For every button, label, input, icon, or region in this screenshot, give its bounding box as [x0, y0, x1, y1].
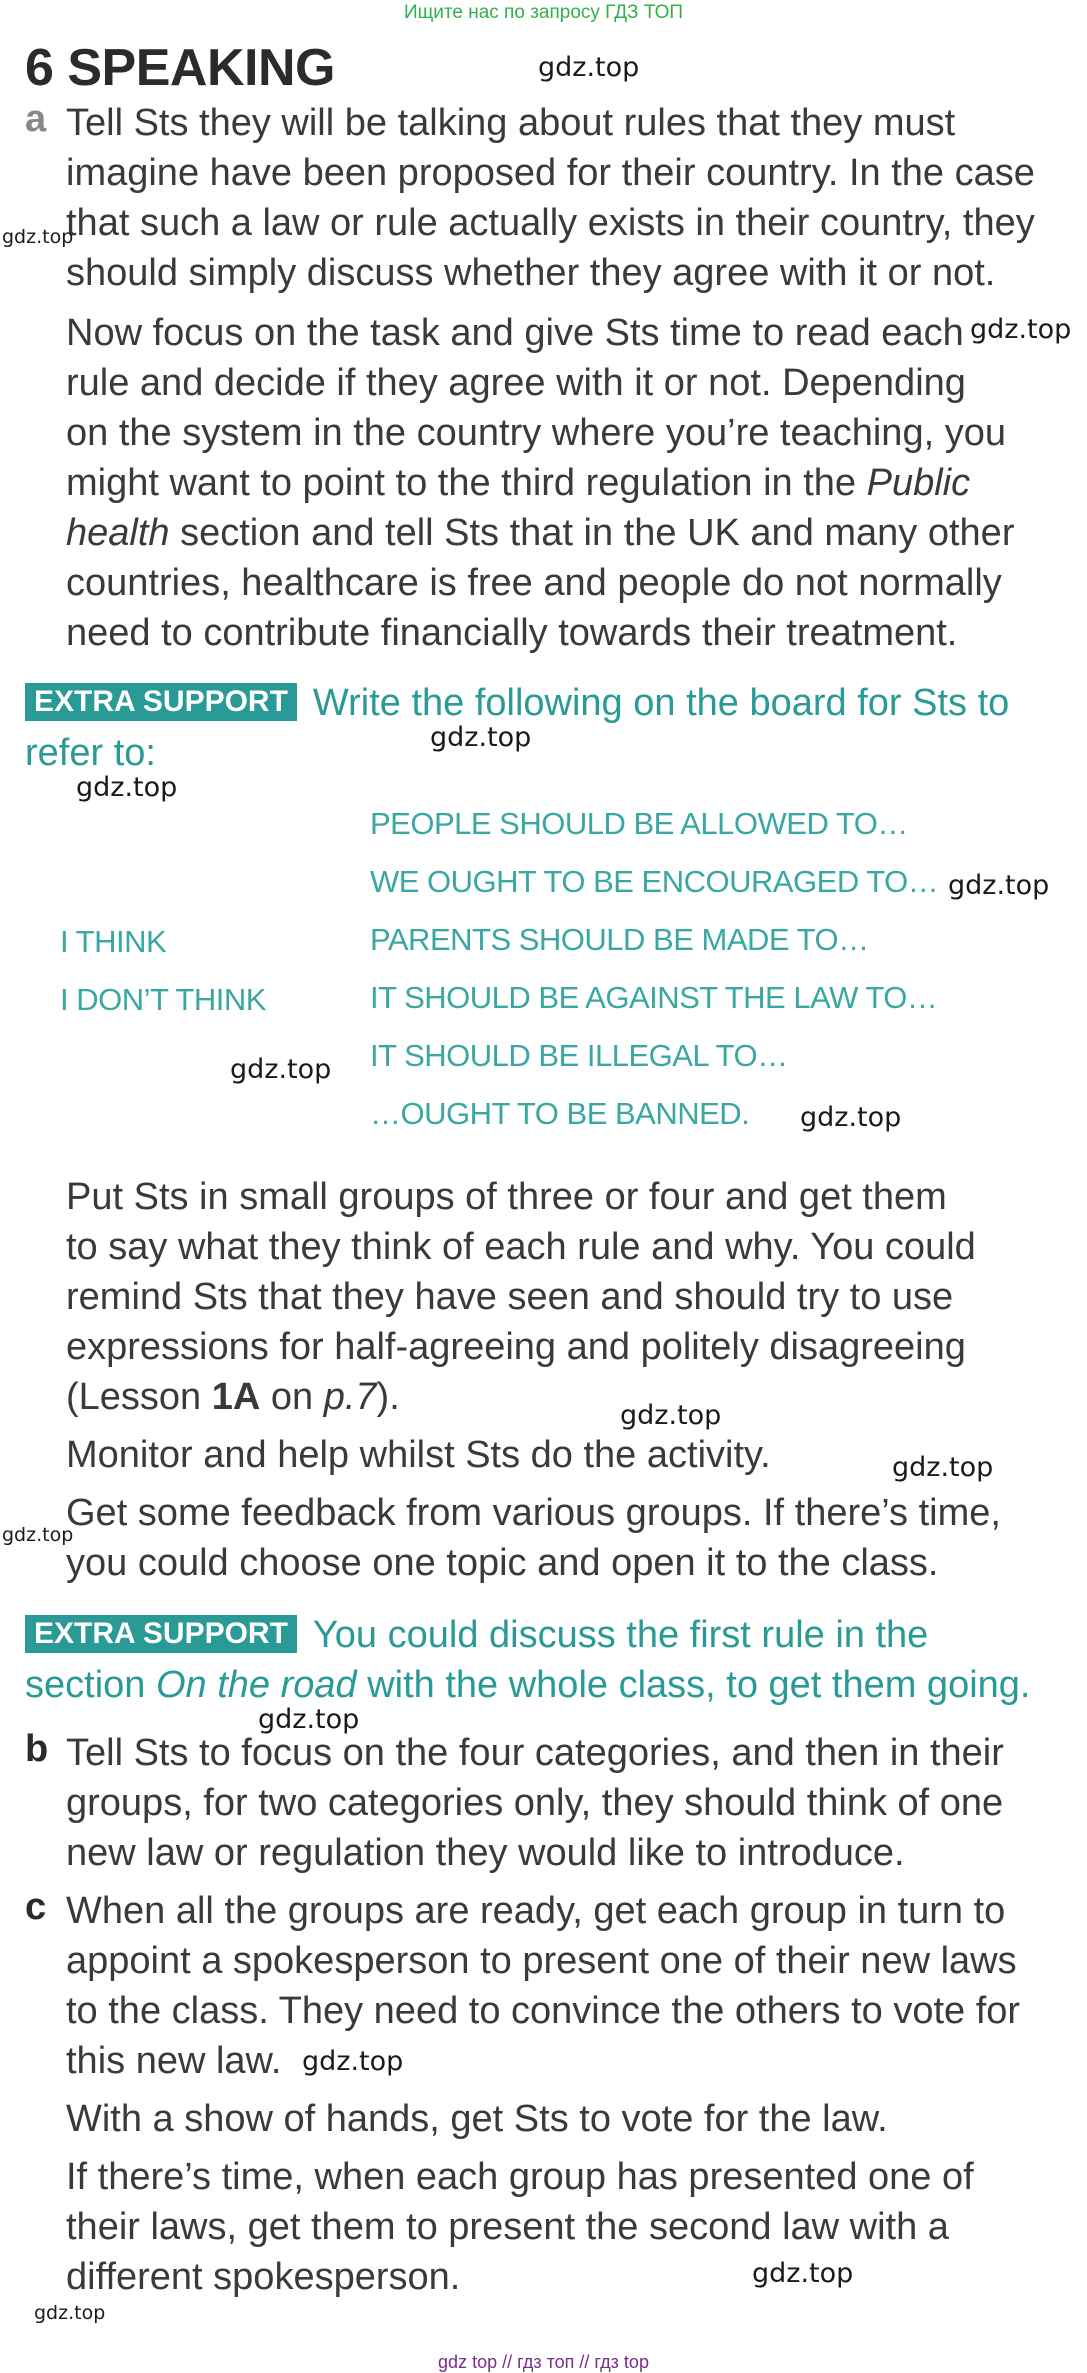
watermark: gdz.top: [620, 1400, 722, 1431]
watermark: gdz.top: [430, 722, 532, 753]
text-line: to the class. They need to convince the others to vote for: [66, 1990, 1021, 2032]
text-line: If there’s time, when each group has presented one of: [66, 2156, 974, 2198]
paragraph-b: [66, 1728, 1004, 1878]
text-line: imagine have been proposed for their country. In the case: [66, 152, 1035, 194]
watermark: gdz.top: [258, 1704, 360, 1735]
watermark: gdz.top: [970, 314, 1072, 345]
text-line: [25, 1660, 1030, 1710]
text-line: [25, 1610, 1030, 1660]
italic-term: health: [66, 512, 170, 554]
text-line: should simply discuss whether they agree with it or not.: [66, 252, 996, 294]
text-line: Put Sts in small groups of three or four and get them: [66, 1176, 947, 1218]
text-span: section: [25, 1664, 156, 1706]
text-line: that such a law or rule actually exists in their country, they: [66, 202, 1035, 244]
text-line: [66, 458, 1014, 508]
board-phrase-left: I THINK: [60, 924, 167, 959]
text-line: With a show of hands, get Sts to vote for the law.: [66, 2098, 888, 2140]
text-line: [66, 508, 1014, 558]
text-span: might want to point to the third regulation in the: [66, 462, 867, 504]
text-span: section and tell Sts that in the UK and many other: [169, 512, 1015, 554]
watermark: gdz.top: [948, 870, 1050, 901]
watermark: gdz.top: [2, 226, 74, 248]
extra-support-badge: EXTRA SUPPORT: [25, 1615, 297, 1653]
text-line: Now focus on the task and give Sts time to read each: [66, 312, 964, 354]
text-line: to say what they think of each rule and why. You could: [66, 1226, 976, 1268]
italic-term: Public: [866, 462, 971, 504]
text-line: different spokesperson.: [66, 2256, 461, 2298]
board-phrase-right: PEOPLE SHOULD BE ALLOWED TO…: [370, 806, 908, 841]
watermark: gdz.top: [752, 2258, 854, 2289]
text-line: refer to:: [25, 732, 156, 774]
item-marker-a: a: [25, 98, 47, 140]
paragraph-a-intro: [66, 98, 1035, 298]
text-line: on the system in the country where you’re teaching, you: [66, 412, 1006, 454]
watermark: gdz.top: [76, 772, 178, 803]
page-ref: p.7: [323, 1376, 377, 1418]
text-line: expressions for half-agreeing and politely disagreeing: [66, 1326, 966, 1368]
paragraph-a-monitor: [66, 1430, 771, 1480]
text-line: Tell Sts they will be talking about rules that they must: [66, 102, 956, 144]
board-phrase-right: …OUGHT TO BE BANNED.: [370, 1096, 750, 1131]
text-line: appoint a spokesperson to present one of their new laws: [66, 1940, 1017, 1982]
section-heading: 6 SPEAKING: [25, 39, 335, 97]
watermark: gdz.top: [302, 2046, 404, 2077]
board-phrase-right: IT SHOULD BE ILLEGAL TO…: [370, 1038, 788, 1073]
text-span: on: [260, 1376, 324, 1418]
text-span: with the whole class, to get them going.: [356, 1664, 1031, 1706]
watermark: gdz.top: [230, 1054, 332, 1085]
watermark: gdz.top: [892, 1452, 994, 1483]
text-line: Get some feedback from various groups. If there’s time,: [66, 1492, 1001, 1534]
watermark: gdz.top: [2, 1524, 74, 1546]
text-line: new law or regulation they would like to introduce.: [66, 1832, 905, 1874]
board-phrase-left: I DON’T THINK: [60, 982, 266, 1017]
extra-support-discuss: [25, 1610, 1030, 1710]
text-span: Write the following on the board for Sts to: [312, 682, 1010, 724]
text-line: this new law.: [66, 2040, 282, 2082]
text-span: (Lesson: [66, 1376, 212, 1418]
text-line: rule and decide if they agree with it or not. Depending: [66, 362, 966, 404]
paragraph-a-task: [66, 308, 1014, 658]
text-span: You could discuss the first rule in the: [312, 1614, 929, 1656]
paragraph-c-present: [66, 1886, 1020, 2086]
text-span: ).: [376, 1376, 400, 1418]
watermark: gdz.top: [538, 52, 640, 83]
italic-term: On the road: [155, 1664, 357, 1706]
watermark: gdz.top: [34, 2302, 106, 2324]
item-marker-c: c: [25, 1886, 47, 1928]
text-line: remind Sts that they have seen and should try to use: [66, 1276, 954, 1318]
lesson-ref: 1A: [211, 1376, 261, 1418]
text-line: Tell Sts to focus on the four categories, and then in their: [66, 1732, 1004, 1774]
paragraph-a-feedback: [66, 1488, 1001, 1588]
text-line: [66, 1372, 976, 1422]
footer-links: gdz top // гдз топ // гдз top: [438, 2352, 649, 2372]
text-line: their laws, get them to present the second law with a: [66, 2206, 949, 2248]
text-line: you could choose one topic and open it to the class.: [66, 1542, 939, 1584]
text-line: countries, healthcare is free and people do not normally: [66, 562, 1002, 604]
board-phrase-right: PARENTS SHOULD BE MADE TO…: [370, 922, 869, 957]
item-marker-b: b: [25, 1728, 49, 1770]
text-line: When all the groups are ready, get each group in turn to: [66, 1890, 1006, 1932]
text-line: [25, 678, 1009, 728]
board-phrase-right: WE OUGHT TO BE ENCOURAGED TO…: [370, 864, 939, 899]
board-phrase-right: IT SHOULD BE AGAINST THE LAW TO…: [370, 980, 938, 1015]
text-line: groups, for two categories only, they should think of one: [66, 1782, 1004, 1824]
paragraph-a-groups: [66, 1172, 976, 1422]
text-line: Monitor and help whilst Sts do the activity.: [66, 1434, 771, 1476]
text-line: need to contribute financially towards their treatment.: [66, 612, 958, 654]
top-banner: Ищите нас по запросу ГДЗ ТОП: [403, 2, 684, 23]
extra-support-badge: EXTRA SUPPORT: [25, 683, 297, 721]
paragraph-c-vote: [66, 2094, 888, 2144]
watermark: gdz.top: [800, 1102, 902, 1133]
